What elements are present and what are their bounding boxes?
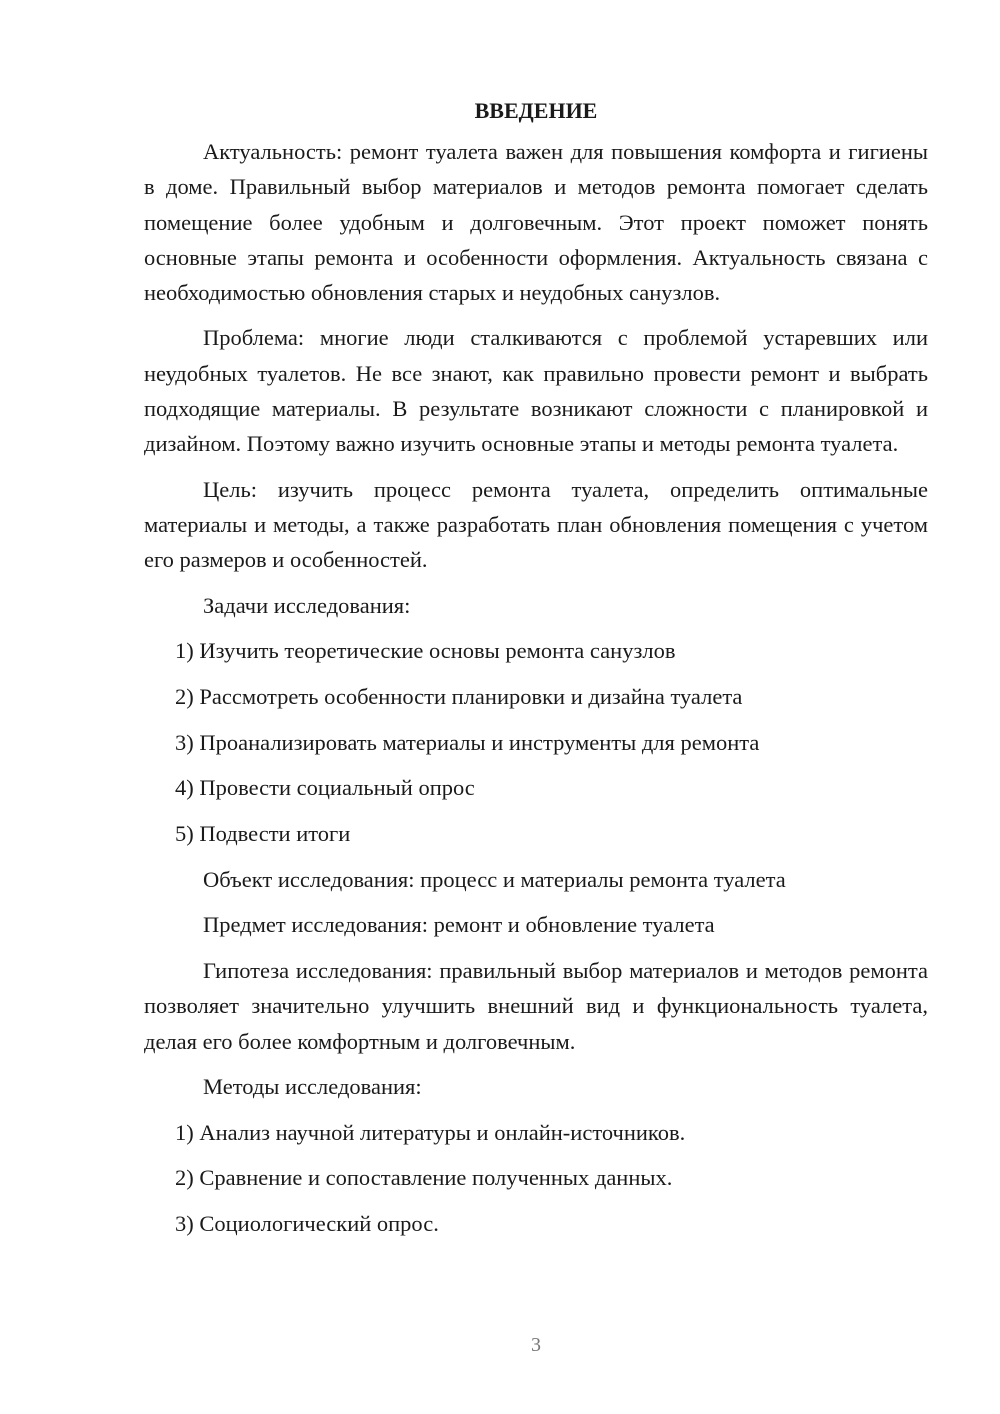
research-object: Объект исследования: процесс и материалы ремонта туалета (203, 866, 786, 892)
list-item: 2) Рассмотреть особенности планировки и дизайна туалета (175, 683, 743, 709)
methods-heading: Методы исследования: (203, 1073, 422, 1099)
list-item: 2) Сравнение и сопоставление полученных данных. (175, 1165, 673, 1191)
list-item: 1) Анализ научной литературы и онлайн-источников. (175, 1119, 686, 1145)
tasks-list (144, 633, 928, 851)
methods-list (144, 1115, 928, 1242)
hypothesis-paragraph: Гипотеза исследования: правильный выбор материалов и методов ремонта позволяет значительно улучшить внешний вид и функциональность туалета, делая его более комфортным и долговечным. (144, 958, 928, 1054)
research-subject: Предмет исследования: ремонт и обновление туалета (203, 912, 715, 938)
page-content (144, 96, 928, 1252)
list-item: 3) Социологический опрос. (175, 1211, 439, 1237)
list-item: 3) Проанализировать материалы и инструменты для ремонта (175, 729, 760, 755)
list-item: 1) Изучить теоретические основы ремонта санузлов (175, 638, 676, 664)
tasks-heading: Задачи исследования: (203, 592, 411, 618)
page-number: 3 (531, 1334, 541, 1356)
goal-paragraph: Цель: изучить процесс ремонта туалета, определить оптимальные материалы и методы, а также разработать план обновления помещения с учетом его размеров и особенностей. (144, 476, 928, 573)
list-item: 4) Провести социальный опрос (175, 775, 475, 801)
page-title: ВВЕДЕНИЕ (474, 98, 598, 123)
problem-paragraph: Проблема: многие люди сталкиваются с проблемой устаревших или неудобных туалетов. Не все знают, как правильно провести ремонт и выбрать подходящие материалы. В результате возникают сложности с планировкой и дизайном. Поэтому важно изучить основные этапы и методы ремонта туалета. (144, 325, 928, 457)
relevance-paragraph: Актуальность: ремонт туалета важен для повышения комфорта и гигиены в доме. Правильный выбор материалов и методов ремонта помогает сделать помещение более удобным и долговечным. Этот проект поможет понять основные этапы ремонта и особенности оформления. Актуальность связана с необходимостью обновления старых и неудобных санузлов. (144, 139, 928, 306)
list-item: 5) Подвести итоги (175, 821, 351, 846)
